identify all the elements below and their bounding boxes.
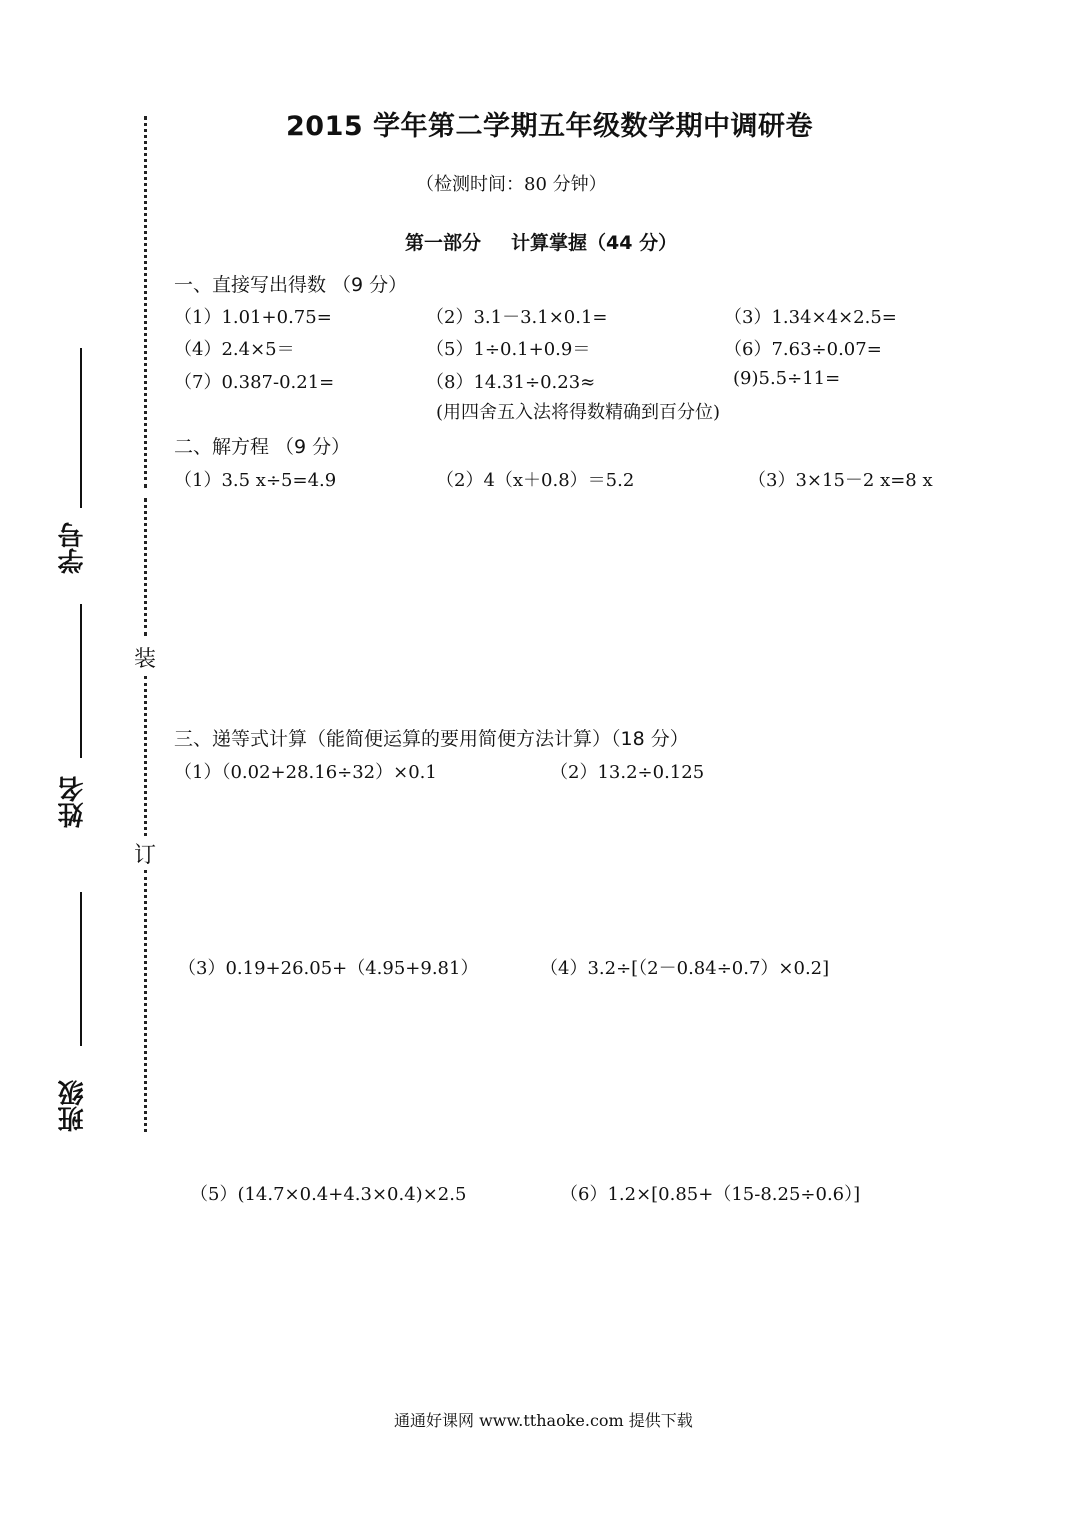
section3-heading: 三、递等式计算（能简便运算的要用简便方法计算）（18 分） (174, 728, 689, 750)
section2-heading: 二、解方程 （9 分） (174, 436, 351, 458)
s2-equation-3: （3）3×15－2 x=8 x (748, 470, 933, 491)
footer-download-text: 通通好课网 www.tthaoke.com 提供下载 (394, 1411, 693, 1430)
part1-title: 计算掌握（44 分） (511, 232, 678, 254)
banji-blank-line (80, 892, 82, 1046)
s1-question-3: （3）1.34×4×2.5= (724, 307, 897, 328)
xuehao-blank-line (80, 348, 82, 508)
part1-heading (405, 228, 677, 255)
s1-question-8: （8）14.31÷0.23≈ (426, 372, 596, 393)
s1-question-6: （6）7.63÷0.07= (724, 339, 882, 360)
section1-heading: 一、直接写出得数 （9 分） (174, 274, 408, 296)
xuehao-label: 学号 (58, 522, 88, 574)
banji-label: 班级 (58, 1080, 88, 1132)
xingming-blank-line (80, 604, 82, 758)
binding-dotted-line-middle (144, 498, 147, 636)
s1-question-5: （5）1÷0.1+0.9＝ (426, 339, 591, 360)
s2-equation-2: （2）4（x＋0.8）＝5.2 (436, 470, 635, 491)
s3-problem-3: （3）0.19+26.05+（4.95+9.81） (178, 958, 479, 979)
xingming-label: 姓名 (58, 776, 88, 828)
binding-char-zhuang: 装 (134, 647, 157, 672)
s3-problem-6: （6）1.2×[0.85+（15-8.25÷0.6）] (560, 1184, 861, 1205)
binding-dotted-line-top (144, 116, 147, 488)
s3-problem-2: （2）13.2÷0.125 (550, 762, 705, 783)
s3-problem-1: （1）（0.02+28.16÷32）×0.1 (174, 762, 437, 783)
s1-question-2: （2）3.1－3.1×0.1= (426, 307, 608, 328)
part1-label: 第一部分 (405, 232, 482, 254)
binding-dotted-line-bottom (144, 870, 147, 1132)
rounding-note: (用四舍五入法将得数精确到百分位) (436, 402, 721, 423)
s1-question-7: （7）0.387-0.21= (174, 372, 335, 393)
s1-question-1: （1）1.01+0.75= (174, 307, 332, 328)
binding-char-ding: 订 (134, 843, 157, 868)
s3-problem-5: （5）(14.7×0.4+4.3×0.4)×2.5 (190, 1184, 467, 1205)
s1-question-9: (9)5.5÷11= (733, 368, 841, 389)
exam-duration: （检测时间：80 分钟） (416, 174, 607, 195)
s3-problem-4: （4）3.2÷[（2－0.84÷0.7）×0.2] (540, 958, 830, 979)
exam-title: 2015 学年第二学期五年级数学期中调研卷 (286, 111, 814, 142)
s2-equation-1: （1）3.5 x÷5=4.9 (174, 470, 337, 491)
s1-question-4: （4）2.4×5＝ (174, 339, 295, 360)
binding-dotted-line-lower (144, 676, 147, 836)
